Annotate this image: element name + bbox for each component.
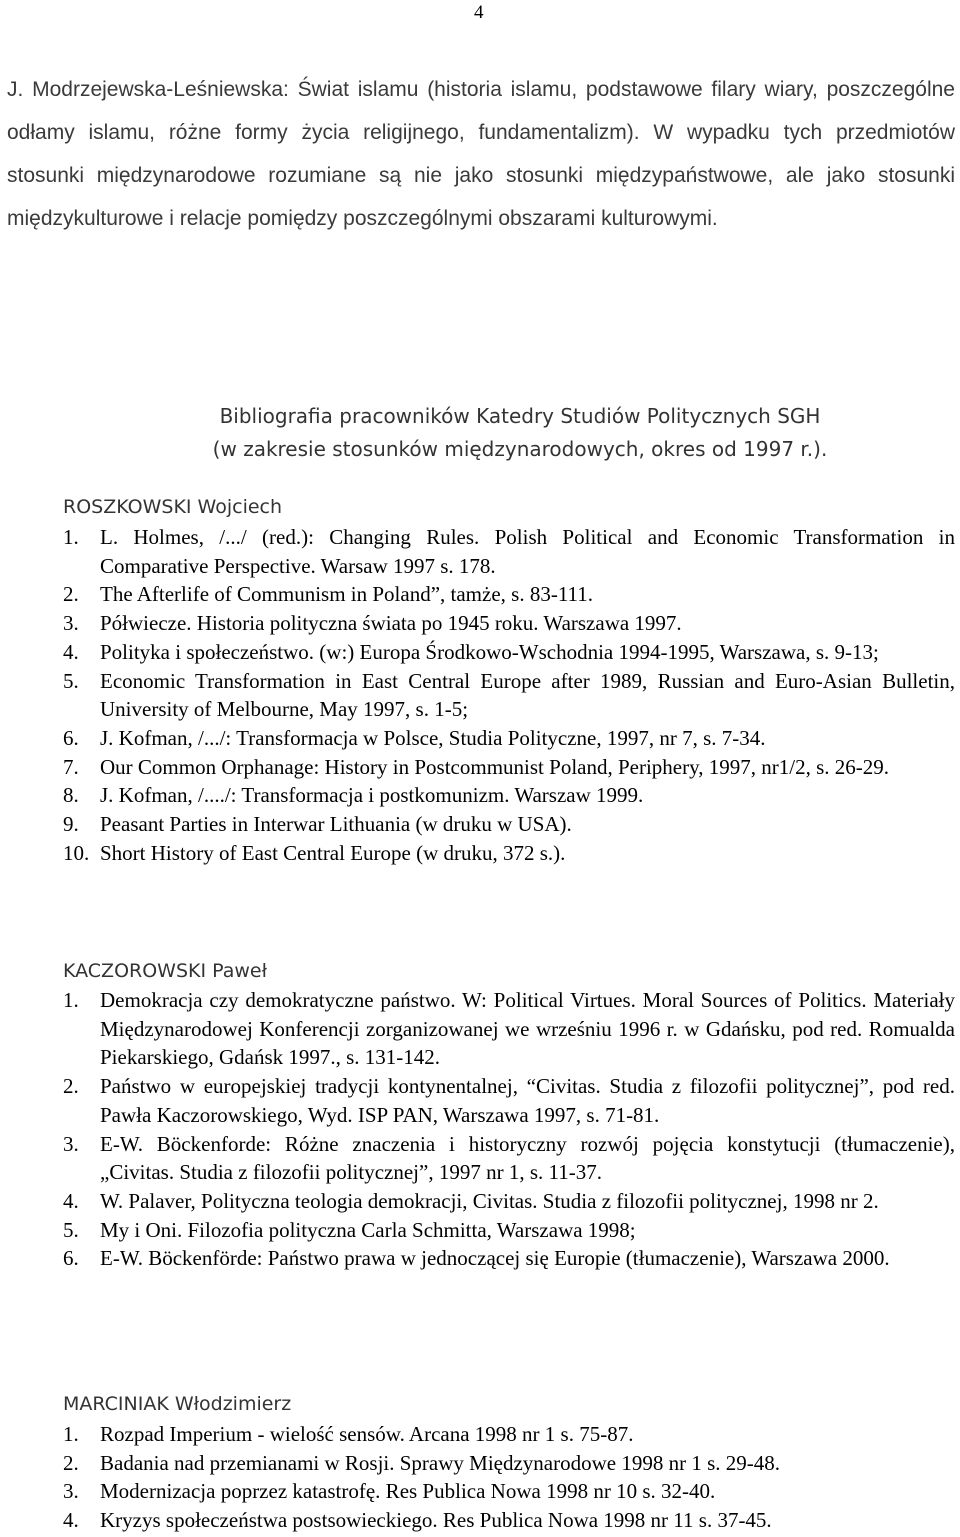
- list-item: [63, 781, 955, 810]
- item-number: 2.: [63, 1450, 79, 1475]
- item-text: Peasant Parties in Interwar Lithuania (w druku w USA).: [100, 812, 572, 837]
- item-text: J. Kofman, /.../: Transformacja w Polsce, Studia Polityczne, 1997, nr 7, s. 7-34.: [100, 725, 766, 750]
- list-item: [63, 1449, 955, 1478]
- item-text: L. Holmes, /.../ (red.): Changing Rules. Polish Political and Economic Transformation in Comparative Perspective. Warsaw 1997 s. 178.: [100, 525, 955, 578]
- item-text: Polityka i społeczeństwo. (w:) Europa Środkowo-Wschodnia 1994-1995, Warszawa, s. 9-13;: [100, 639, 879, 664]
- item-text: The Afterlife of Communism in Poland”, tamże, s. 83-111.: [100, 582, 594, 607]
- item-number: 1.: [63, 988, 79, 1012]
- item-number: 3.: [63, 611, 79, 636]
- item-text: Modernizacja poprzez katastrofę. Res Publica Nowa 1998 nr 10 s. 32-40.: [100, 1479, 716, 1504]
- list-item: [63, 986, 955, 1072]
- works-list: [63, 986, 955, 1273]
- list-item: [63, 753, 955, 782]
- item-number: 6.: [63, 725, 79, 750]
- author-name: KACZOROWSKI Paweł: [63, 960, 268, 982]
- item-number: 5.: [63, 1217, 79, 1242]
- item-number: 4.: [63, 639, 79, 664]
- item-number: 9.: [63, 812, 79, 837]
- item-number: 3.: [63, 1479, 79, 1504]
- item-text: W. Palaver, Polityczna teologia demokracji, Civitas. Studia z filozofii politycznej, 1998 nr 2.: [100, 1188, 879, 1213]
- item-number: 4.: [63, 1508, 79, 1533]
- item-number: 2.: [63, 582, 79, 607]
- list-item: [63, 1187, 955, 1216]
- bibliography-subtitle: (w zakresie stosunków międzynarodowych, okres od 1997 r.).: [212, 437, 828, 461]
- bibliography-title: Bibliografia pracowników Katedry Studiów Politycznych SGH: [219, 404, 821, 428]
- list-item: [63, 1477, 955, 1506]
- list-item: [63, 638, 955, 667]
- item-text: Rozpad Imperium - wielość sensów. Arcana 1998 nr 1 s. 75-87.: [100, 1422, 634, 1446]
- item-text: Our Common Orphanage: History in Postcommunist Poland, Periphery, 1997, nr1/2, s. 26-29.: [100, 754, 889, 779]
- item-text: Państwo w europejskiej tradycji kontynentalnej, “Civitas. Studia z filozofii politycznej”, pod red. Pawła Kaczorowskiego, Wyd. ISP PAN, Warszawa 1997, s. 71-81.: [100, 1074, 955, 1127]
- list-item: [63, 667, 955, 724]
- item-number: 10.: [63, 840, 90, 865]
- intro-paragraph: J. Modrzejewska-Leśniewska: Świat islamu (historia islamu, podstawowe filary wiary, poszczególne odłamy islamu, różne formy życia religijnego, fundamentalizm). W wypadku tych przedmiotów stosunki międzynarodowe rozumiane są nie jako stosunki międzypaństwowe, ale jako stosunki międzykulturowe i relacje pomiędzy poszczególnymi obszarami kulturowymi.: [7, 78, 955, 230]
- list-item: [63, 1130, 955, 1187]
- list-item: [63, 523, 955, 580]
- page-number: 4: [474, 2, 484, 23]
- list-item: [63, 810, 955, 839]
- item-text: E-W. Böckenförde: Państwo prawa w jednoczącej się Europie (tłumaczenie), Warszawa 2000.: [100, 1246, 890, 1271]
- list-item: [63, 609, 955, 638]
- item-text: Demokracja czy demokratyczne państwo. W: Political Virtues. Moral Sources of Politics. Materiały Międzynarodowej Konferencji zorganizowanej we wrześniu 1996 r. w Gdańsku, pod red. Romualda Piekarskiego, Gdańsk 1997., s. 131-142.: [100, 988, 955, 1070]
- list-item: [63, 1506, 955, 1535]
- item-number: 7.: [63, 754, 79, 779]
- item-text: Badania nad przemianami w Rosji. Sprawy Międzynarodowe 1998 nr 1 s. 29-48.: [100, 1450, 781, 1475]
- list-item: [63, 839, 955, 868]
- works-list: [63, 1420, 955, 1535]
- item-text: My i Oni. Filozofia polityczna Carla Schmitta, Warszawa 1998;: [100, 1217, 636, 1242]
- item-number: 2.: [63, 1074, 79, 1099]
- list-item: [63, 724, 955, 753]
- author-name: ROSZKOWSKI Wojciech: [63, 496, 283, 518]
- list-item: [63, 1216, 955, 1245]
- item-text: Półwiecze. Historia polityczna świata po 1945 roku. Warszawa 1997.: [100, 611, 682, 636]
- item-text: J. Kofman, /..../: Transformacja i postkomunizm. Warszaw 1999.: [100, 783, 644, 808]
- item-text: Short History of East Central Europe (w druku, 372 s.).: [100, 840, 566, 865]
- list-item: [63, 1244, 955, 1273]
- item-text: Kryzys społeczeństwa postsowieckiego. Res Publica Nowa 1998 nr 11 s. 37-45.: [100, 1508, 772, 1533]
- list-item: [63, 580, 955, 609]
- list-item: [63, 1420, 955, 1449]
- works-list: [63, 523, 955, 867]
- author-name: MARCINIAK Włodzimierz: [63, 1393, 292, 1415]
- item-number: 6.: [63, 1246, 79, 1271]
- item-number: 1.: [63, 1422, 79, 1446]
- item-number: 1.: [63, 525, 79, 549]
- item-text: E-W. Böckenforde: Różne znaczenia i historyczny rozwój pojęcia konstytucji (tłumaczenie), „Civitas. Studia z filozofii politycznej”, 1997 nr 1, s. 11-37.: [100, 1131, 955, 1185]
- item-number: 3.: [63, 1131, 79, 1156]
- item-text: Economic Transformation in East Central Europe after 1989, Russian and Euro-Asian Bulletin, University of Melbourne, May 1997, s. 1-5;: [100, 668, 955, 722]
- item-number: 4.: [63, 1188, 79, 1213]
- item-number: 8.: [63, 783, 79, 808]
- item-number: 5.: [63, 668, 79, 693]
- list-item: [63, 1072, 955, 1129]
